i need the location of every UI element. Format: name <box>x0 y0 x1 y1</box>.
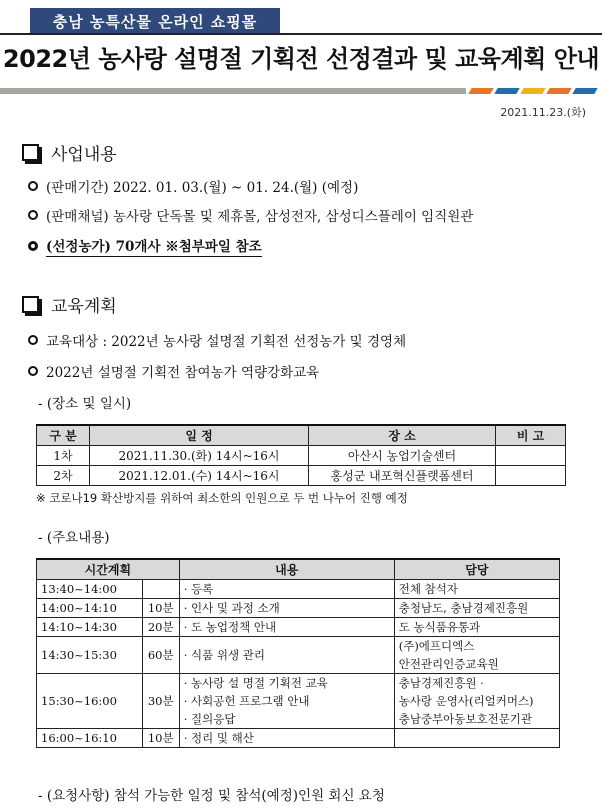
content-cell: · 도 농업정책 안내 <box>179 618 394 637</box>
col-header: 시간계획 <box>37 559 180 580</box>
title-stripe <box>0 88 602 94</box>
bullet-item <box>28 176 358 196</box>
stripe-2 <box>494 88 519 94</box>
circle-bullet-icon <box>28 241 38 251</box>
circle-bullet-icon <box>28 366 38 376</box>
section-heading-business <box>22 140 117 165</box>
owner-cell: 도 농식품유통과 <box>394 618 559 637</box>
place-label: - (장소 및 일시) <box>38 396 132 412</box>
duration-cell <box>142 580 179 599</box>
content-cell: · 정리 및 해산 <box>179 729 394 748</box>
circle-bullet-icon <box>28 181 38 191</box>
owner-cell <box>394 729 559 748</box>
cell: 1차 <box>37 446 90 466</box>
bullet-text: 2022년 설명절 기획전 참여농가 역량강화교육 <box>46 365 320 381</box>
duration-cell: 20분 <box>142 618 179 637</box>
cell: 홍성군 내포혁신플랫폼센터 <box>309 466 496 486</box>
checkbox-square-icon <box>22 144 39 161</box>
document-date: 2021.11.23.(화) <box>500 106 586 119</box>
stripe-4 <box>546 88 571 94</box>
program-table <box>36 558 560 748</box>
owner-line: 안전관리인증교육원 <box>398 657 499 671</box>
duration-cell: 60분 <box>142 637 179 674</box>
table-row <box>37 466 566 486</box>
owner-cell <box>394 637 559 674</box>
owner-cell: 충청남도, 충남경제진흥원 <box>394 599 559 618</box>
stripe-1 <box>468 88 493 94</box>
bullet-text: 교육대상 : 2022년 농사랑 설명절 기획전 선정농가 및 경영체 <box>46 334 407 350</box>
stripe-3 <box>520 88 545 94</box>
title-bar <box>0 33 602 95</box>
table-row <box>37 446 566 466</box>
owner-line: 농사랑 운영사(리얼커머스) <box>398 694 534 708</box>
content-cell: · 인사 및 과정 소개 <box>179 599 394 618</box>
cell: 2021.11.30.(화) 14시~16시 <box>90 446 309 466</box>
col-header: 장 소 <box>309 425 496 446</box>
covid-note: ※ 코로나19 확산방지를 위하여 최소한의 인원으로 두 번 나누어 진행 예정 <box>36 491 408 505</box>
cell: 2021.12.01.(수) 14시~16시 <box>90 466 309 486</box>
owner-cell: 전체 참석자 <box>394 580 559 599</box>
col-header: 내용 <box>179 559 394 580</box>
time-cell: 15:30~16:00 <box>37 674 143 729</box>
table-row <box>37 637 560 674</box>
time-cell: 13:40~14:00 <box>37 580 143 599</box>
section-heading-education <box>22 292 117 317</box>
content-cell <box>179 674 394 729</box>
time-cell: 14:30~15:30 <box>37 637 143 674</box>
circle-bullet-icon <box>28 210 38 220</box>
checkbox-square-icon <box>22 296 39 313</box>
circle-bullet-icon <box>28 335 38 345</box>
table-row <box>37 674 560 729</box>
content-cell: · 식품 위생 관리 <box>179 637 394 674</box>
duration-cell: 10분 <box>142 729 179 748</box>
bullet-item <box>28 205 473 225</box>
owner-line: 충남경제진흥원 · <box>398 676 484 690</box>
cell <box>496 446 566 466</box>
bullet-text: (판매기간) 2022. 01. 03.(월) ~ 01. 24.(월) (예정) <box>46 180 359 196</box>
table-row <box>37 729 560 748</box>
table-row <box>37 580 560 599</box>
table-header-row <box>37 559 560 580</box>
request-note: - (요청사항) 참석 가능한 일정 및 참석(예정)인원 회신 요청 <box>38 788 385 804</box>
content-line: · 사회공헌 프로그램 안내 <box>183 694 310 708</box>
section-title: 교육계획 <box>51 297 117 317</box>
duration-cell: 10분 <box>142 599 179 618</box>
time-cell: 16:00~16:10 <box>37 729 143 748</box>
content-cell: · 등록 <box>179 580 394 599</box>
bullet-item <box>28 330 406 350</box>
col-header: 담당 <box>394 559 559 580</box>
stripe-gray <box>0 88 466 94</box>
bullet-text: (선정농가) 70개사 ※첨부파일 참조 <box>46 235 262 257</box>
bullet-text: (판매채널) 농사랑 단독몰 및 제휴몰, 삼성전자, 삼성디스플레이 임직원관 <box>46 209 474 225</box>
content-line: · 농사랑 설 명절 기획전 교육 <box>183 676 328 690</box>
col-header: 일 정 <box>90 425 309 446</box>
content-line: · 질의응답 <box>183 712 236 726</box>
site-tag: 충남 농특산물 온라인 쇼핑몰 <box>30 8 280 34</box>
table-row <box>37 599 560 618</box>
time-cell: 14:10~14:30 <box>37 618 143 637</box>
table-row <box>37 618 560 637</box>
bullet-item-selected-farms <box>28 235 262 257</box>
bullet-item <box>28 361 319 381</box>
owner-line: (주)에프디엑스 <box>398 639 475 653</box>
col-header: 비 고 <box>496 425 566 446</box>
col-header: 구 분 <box>37 425 90 446</box>
page-title: 2022년 농사랑 설명절 기획전 선정결과 및 교육계획 안내 <box>2 45 600 73</box>
cell: 아산시 농업기술센터 <box>309 446 496 466</box>
cell <box>496 466 566 486</box>
stripe-5 <box>572 88 597 94</box>
section-title: 사업내용 <box>51 145 117 165</box>
owner-line: 충남중부아동보호전문기관 <box>398 712 533 726</box>
content-label: - (주요내용) <box>38 530 110 546</box>
cell: 2차 <box>37 466 90 486</box>
schedule-table <box>36 424 566 486</box>
table-header-row <box>37 425 566 446</box>
time-cell: 14:00~14:10 <box>37 599 143 618</box>
duration-cell: 30분 <box>142 674 179 729</box>
owner-cell <box>394 674 559 729</box>
